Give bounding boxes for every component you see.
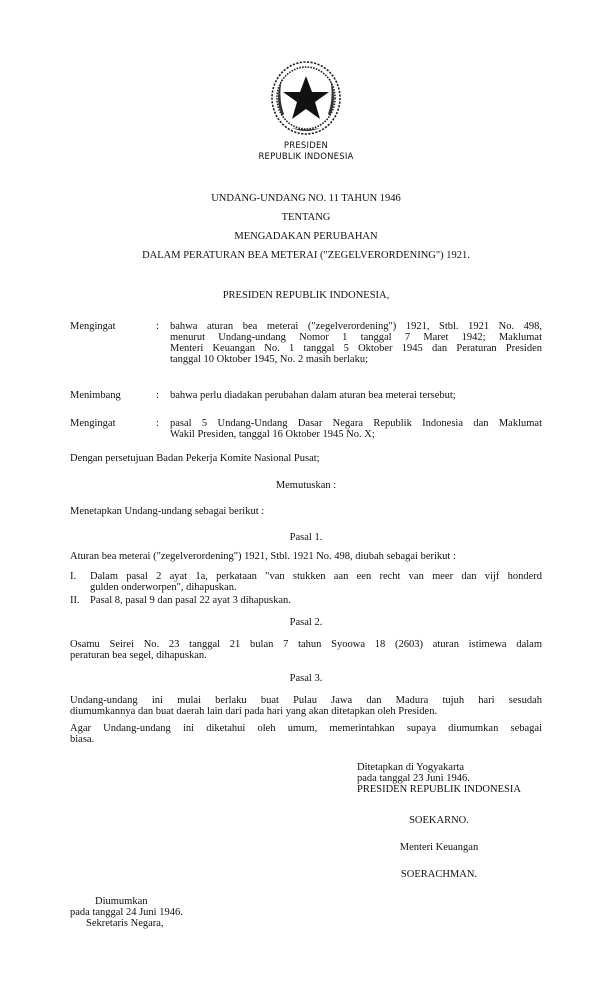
pasal-2-heading: Pasal 2. [289,617,323,628]
consideration-text: bahwa aturan bea meterai ("zegelverordening") 1921, Stbl. 1921 No. 498, menurut Undang-undang Nomor 1 tanggal 7 Maret 1942; Maklumat Menteri Keuangan No. 1 tanggal 5 Oktober 1945 dan Peraturan Presiden tanggal 10 Oktober 1945, No. 2 masih berlaku; [170,321,542,365]
minister-title: Menteri Keuangan [399,842,479,853]
item-text: Pasal 8, pasal 9 dan pasal 22 ayat 3 dihapuskan. [90,595,291,606]
decide-text: Memutuskan : [275,480,337,491]
consideration-label: Mengingat [70,418,116,429]
item-number: I. [70,571,77,582]
item-text: Dalam pasal 2 ayat 1a, perkataan "van stukken aan een recht van meer dan vijf honderd gulden onderworpen", dihapuskan. [90,571,542,593]
title-line-3: MENGADAKAN PERUBAHAN [234,231,378,242]
consideration-label: Menimbang [70,390,121,401]
promulgation-line-2: pada tanggal 24 Juni 1946. [70,907,183,918]
item-number: II. [70,595,80,606]
title-line-4: DALAM PERATURAN BEA METERAI ("ZEGELVERORDENING") 1921. [142,250,470,261]
consideration-text: pasal 5 Undang-Undang Dasar Negara Republik Indonesia dan Maklumat Wakil Presiden, tanggal 16 Oktober 1945 No. X; [170,418,542,440]
president-line: PRESIDEN REPUBLIK INDONESIA, [222,290,390,301]
consideration-colon: : [156,321,159,332]
pasal-1-heading: Pasal 1. [289,532,323,543]
enact-text: Menetapkan Undang-undang sebagai berikut : [70,506,265,517]
pasal-3-paragraph-1: Undang-undang ini mulai berlaku buat Pulau Jawa dan Madura tujuh hari sesudah diumumkannya dan buat daerah lain dari pada hari yang akan ditetapkan oleh Presiden. [70,695,542,717]
presidential-seal-icon [268,58,344,138]
consideration-label: Mengingat [70,321,116,332]
promulgation-line-3: Sekretaris Negara, [86,918,164,929]
header-line-2: REPUBLIK INDONESIA [258,152,354,162]
pasal-2-text: Osamu Seirei No. 23 tanggal 21 bulan 7 tahun Syoowa 18 (2603) aturan istimewa dalam peraturan bea segel, dihapuskan. [70,639,542,661]
signature-title: PRESIDEN REPUBLIK INDONESIA [357,784,521,795]
pasal-3-paragraph-2: Agar Undang-undang ini diketahui oleh umum, memerintahkan supaya diumumkan sebagai biasa. [70,723,542,745]
promulgation-line-1: Diumumkan [95,896,148,907]
president-name: SOEKARNO. [409,815,469,826]
header-line-1: PRESIDEN [283,141,329,151]
signature-date: pada tanggal 23 Juni 1946. [357,773,470,784]
pasal-1-intro: Aturan bea meterai ("zegelverordening") 1921, Stbl. 1921 No. 498, diubah sebagai berikut : [70,551,456,562]
minister-name: SOERACHMAN. [400,869,478,880]
title-line-1: UNDANG-UNDANG NO. 11 TAHUN 1946 [211,193,401,204]
signature-place: Ditetapkan di Yogyakarta [357,762,465,773]
consideration-text: bahwa perlu diadakan perubahan dalam aturan bea meterai tersebut; [170,390,456,401]
pasal-3-heading: Pasal 3. [289,673,323,684]
consideration-colon: : [156,390,159,401]
approval-text: Dengan persetujuan Badan Pekerja Komite Nasional Pusat; [70,453,320,464]
title-line-2: TENTANG [281,212,331,223]
consideration-colon: : [156,418,159,429]
